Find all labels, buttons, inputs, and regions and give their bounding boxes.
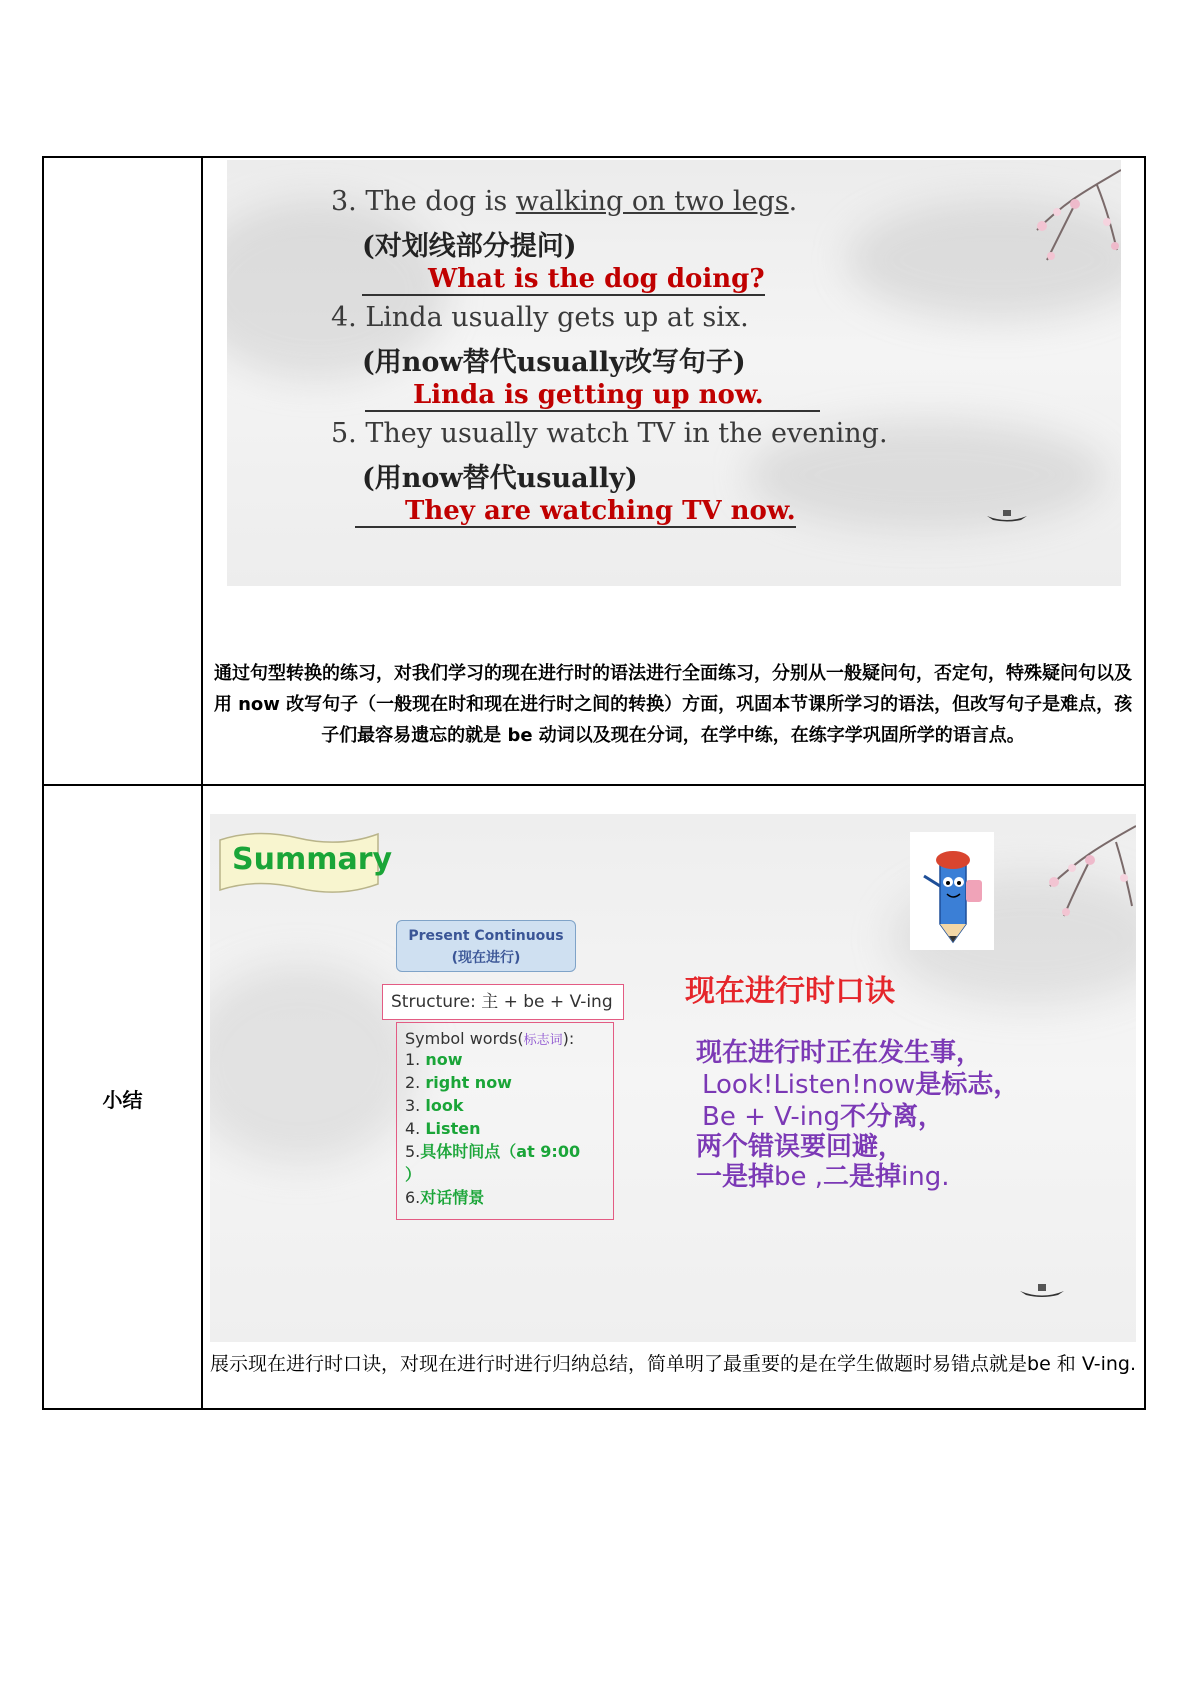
question-4-answer: Linda is getting up now. <box>365 380 820 412</box>
question-5: 5. They usually watch TV in the evening. <box>331 418 888 449</box>
question-4: 4. Linda usually gets up at six. <box>331 302 749 333</box>
boat-icon <box>985 508 1029 524</box>
question-4-instruction: (用now替代usually改写句子) <box>362 347 746 378</box>
summary-slide <box>210 814 1136 1342</box>
koujue-line-1: 现在进行时正在发生事， <box>696 1038 983 1068</box>
question-3-answer: What is the dog doing? <box>362 264 765 296</box>
list-item: ） <box>405 1165 422 1184</box>
question-5-instruction: (用now替代usually) <box>362 463 638 494</box>
exercise-slide <box>227 160 1121 586</box>
plum-blossom-branch-icon <box>947 160 1121 280</box>
koujue-line-3: Be + V-ing不分离， <box>702 1102 945 1132</box>
present-continuous-box <box>396 920 576 972</box>
koujue-line-5: 一是掉be ,二是掉ing. <box>696 1162 950 1192</box>
koujue-title: 现在进行时口诀 <box>685 974 895 1009</box>
pc-label-en: Present Continuous <box>408 928 564 944</box>
pc-label-cn: (现在进行) <box>451 950 521 966</box>
question-3: 3. The dog is walking on two legs. <box>331 186 798 217</box>
boat-icon <box>1018 1282 1066 1300</box>
koujue-line-4: 两个错误要回避， <box>696 1132 905 1162</box>
section-label: 小结 <box>102 1087 143 1112</box>
list-item: 1. now <box>405 1050 463 1069</box>
structure-box: Structure: 主 + be + V-ing <box>382 984 624 1020</box>
teaching-note-paragraph: 通过句型转换的练习，对我们学习的现在进行时的语法进行全面练习，分别从一般疑问句，否定句，特殊疑问句以及用 now 改写句子（一般现在时和现在进行时之间的转换）方面，巩固本节课所学习的语法，但改写句子是难点，孩子们最容易遗忘的就是 be 动词以及现在分词，在学中练，在练字学巩固所学的语言点。 <box>213 663 1133 746</box>
plum-blossom-branch-icon <box>970 814 1136 934</box>
list-item: 2. right now <box>405 1073 512 1092</box>
list-item: 5.具体时间点（at 9:00 <box>405 1142 581 1161</box>
list-item: 6.对话情景 <box>405 1188 485 1207</box>
list-item: 4. Listen <box>405 1119 481 1138</box>
koujue-line-2: Look!Listen!now是标志， <box>702 1070 1020 1100</box>
list-item: 3. look <box>405 1096 464 1115</box>
symbol-words-box <box>396 1022 614 1220</box>
summary-title: Summary <box>232 842 393 877</box>
symbol-words-title: Symbol words(标志词): <box>405 1029 575 1048</box>
summary-note-paragraph: 展示现在进行时口诀，对现在进行时进行归纳总结，简单明了最重要的是在学生做题时易错点就是be 和 V-ing. <box>210 1353 1136 1375</box>
column-divider <box>201 158 203 1408</box>
question-5-answer: They are watching TV now. <box>355 496 796 528</box>
row-divider <box>44 784 1144 786</box>
document-table <box>42 156 1146 1410</box>
question-3-instruction: (对划线部分提问) <box>362 231 577 262</box>
